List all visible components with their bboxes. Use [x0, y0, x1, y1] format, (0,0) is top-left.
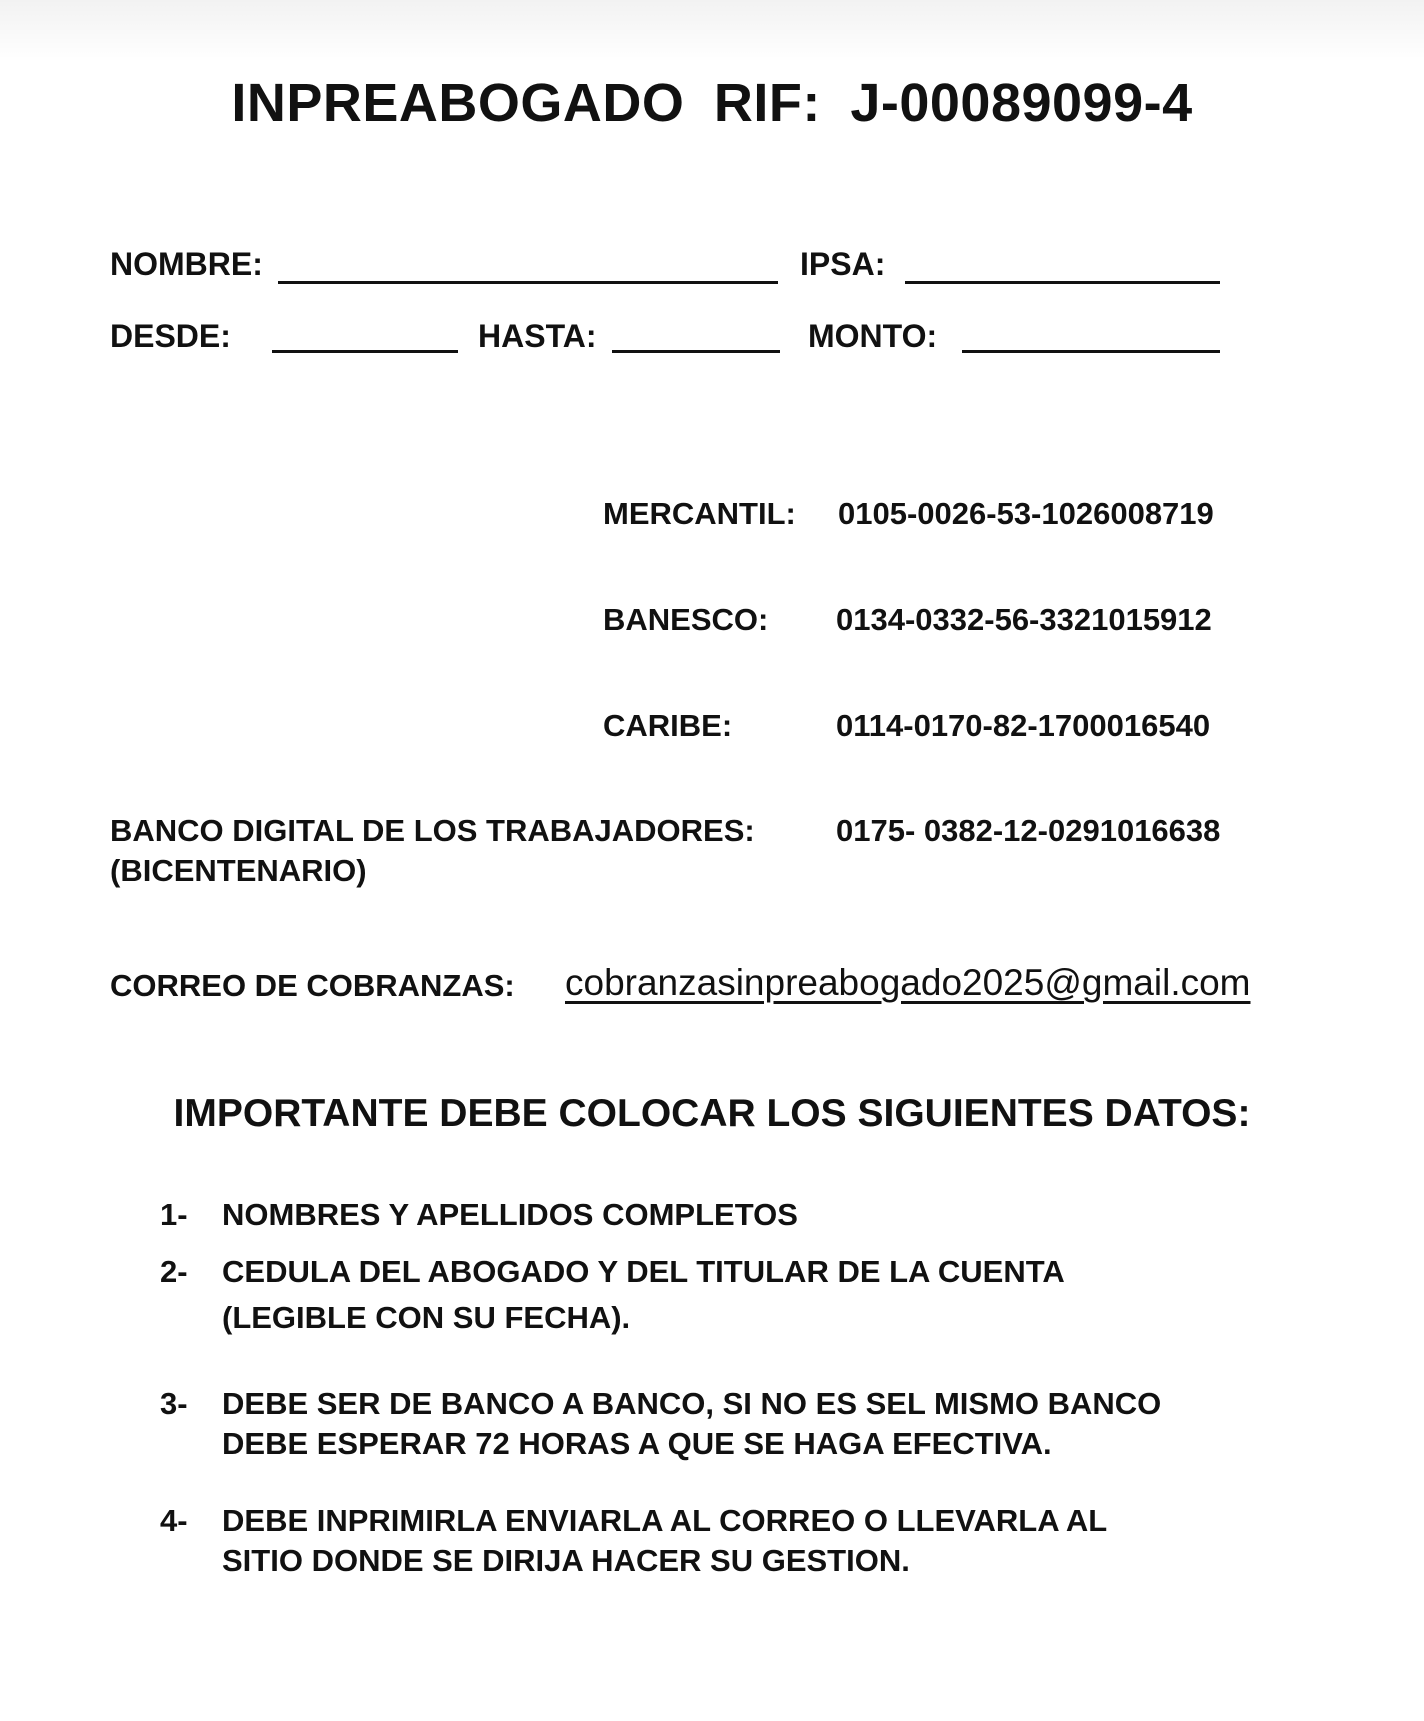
bank-label: BANESCO: [603, 602, 769, 637]
instruction-text: DEBE SER DE BANCO A BANCO, SI NO ES SEL MISMO BANCO [222, 1386, 1162, 1421]
instruction-text: SITIO DONDE SE DIRIJA HACER SU GESTION. [222, 1543, 910, 1578]
bank-account-number: 0105-0026-53-1026008719 [838, 496, 1214, 531]
digital-bank-subtitle: (BICENTENARIO) [110, 853, 367, 888]
monto-label: MONTO: [808, 318, 938, 354]
desde-label: DESDE: [110, 318, 231, 354]
contact-email-label: CORREO DE COBRANZAS: [110, 968, 515, 1003]
nombre-label: NOMBRE: [110, 246, 263, 282]
desde-field[interactable] [272, 350, 458, 353]
ipsa-field[interactable] [905, 281, 1220, 284]
bank-account-number: 0134-0332-56-3321015912 [836, 602, 1212, 637]
instruction-text: (LEGIBLE CON SU FECHA). [222, 1300, 631, 1335]
document-title: INPREABOGADO RIF: J-00089099-4 [231, 73, 1193, 133]
ipsa-label: IPSA: [800, 246, 886, 282]
nombre-field[interactable] [278, 281, 778, 284]
instruction-text: CEDULA DEL ABOGADO Y DEL TITULAR DE LA CUENTA [222, 1254, 1065, 1289]
bank-label: CARIBE: [603, 708, 733, 743]
scan-edge-noise [0, 0, 1424, 60]
instructions-heading: IMPORTANTE DEBE COLOCAR LOS SIGUIENTES DATOS: [173, 1092, 1251, 1135]
digital-bank-account-number: 0175- 0382-12-0291016638 [836, 813, 1221, 848]
instruction-text: DEBE INPRIMIRLA ENVIARLA AL CORREO O LLEVARLA AL [222, 1503, 1108, 1538]
instruction-number: 2- [160, 1254, 188, 1289]
bank-label: MERCANTIL: [603, 496, 796, 531]
instruction-number: 4- [160, 1503, 188, 1538]
instruction-number: 1- [160, 1197, 188, 1232]
instruction-number: 3- [160, 1386, 188, 1421]
digital-bank-label: BANCO DIGITAL DE LOS TRABAJADORES: [110, 813, 755, 848]
monto-field[interactable] [962, 350, 1220, 353]
instruction-text: DEBE ESPERAR 72 HORAS A QUE SE HAGA EFECTIVA. [222, 1426, 1052, 1461]
instruction-text: NOMBRES Y APELLIDOS COMPLETOS [222, 1197, 798, 1232]
hasta-field[interactable] [612, 350, 780, 353]
hasta-label: HASTA: [478, 318, 597, 354]
contact-email-link[interactable]: cobranzasinpreabogado2025@gmail.com [565, 962, 1251, 1003]
bank-account-number: 0114-0170-82-1700016540 [836, 708, 1211, 743]
